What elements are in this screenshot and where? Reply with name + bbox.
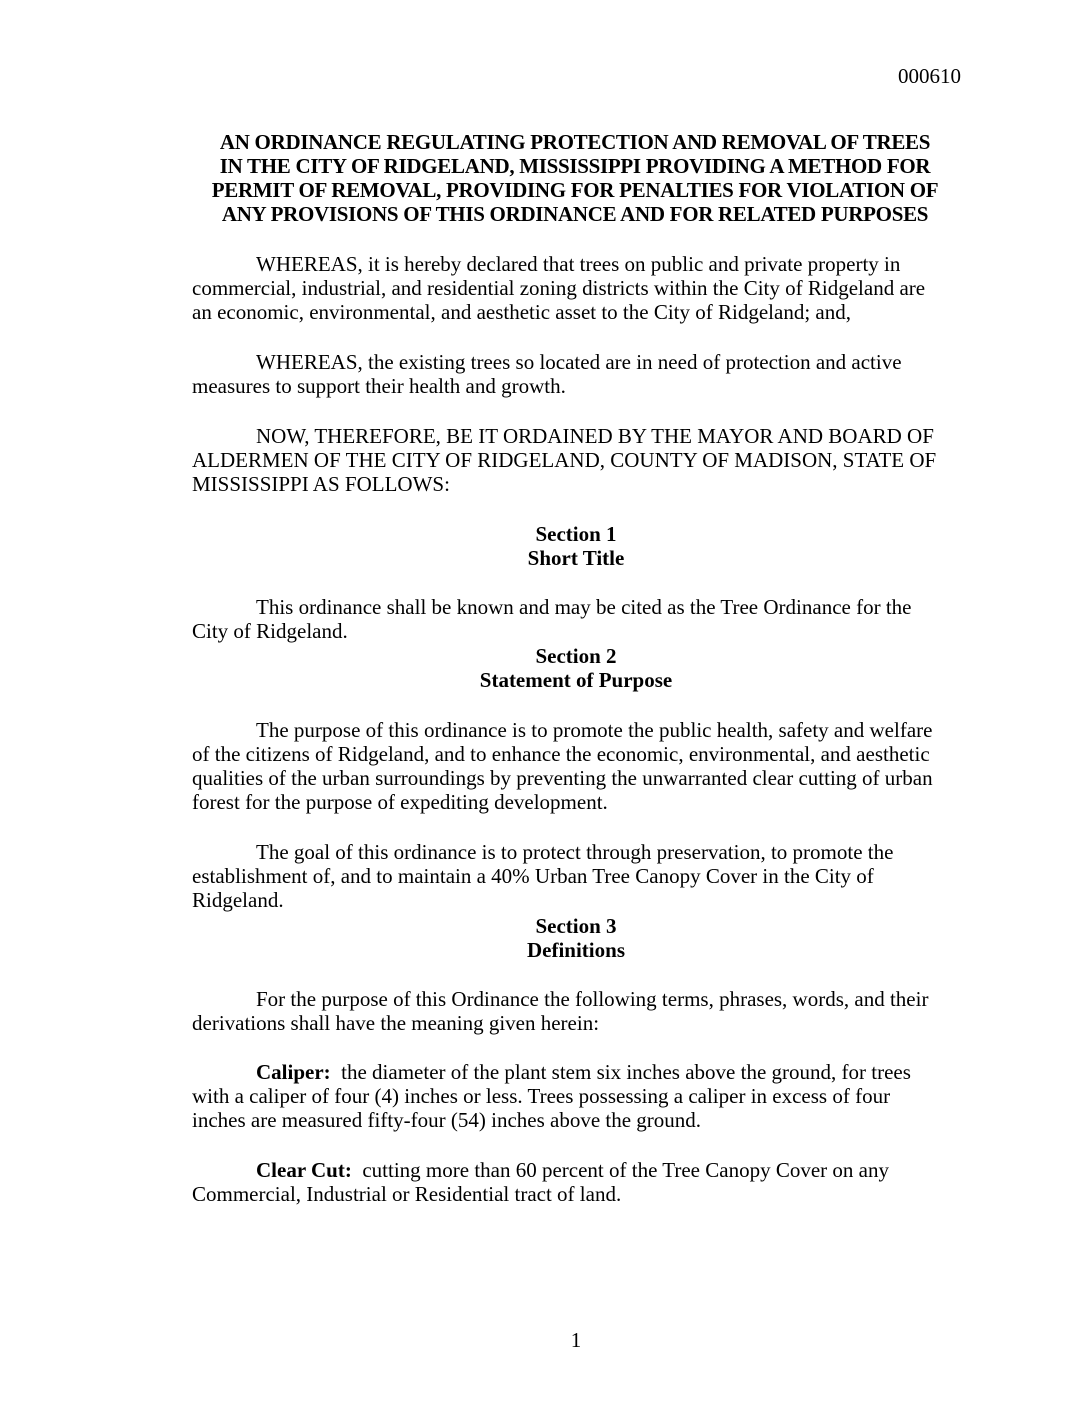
text-line: This ordinance shall be known and may be cited as the Tree Ordinance for the [256, 595, 912, 619]
definition-term: Caliper: [256, 1060, 331, 1084]
text-line: commercial, industrial, and residential zoning districts within the City of Ridgeland are [192, 276, 926, 300]
section-heading: Definitions [526, 938, 625, 962]
text-line: the diameter of the plant stem six inches above the ground, for trees [341, 1060, 911, 1084]
section-number: Section 2 [535, 644, 617, 668]
text-line: forest for the purpose of expediting development. [192, 790, 608, 814]
title-line: IN THE CITY OF RIDGELAND, MISSISSIPPI PROVIDING A METHOD FOR [219, 154, 931, 178]
text-line: WHEREAS, it is hereby declared that trees on public and private property in [256, 252, 901, 276]
title-line: AN ORDINANCE REGULATING PROTECTION AND REMOVAL OF TREES [219, 130, 931, 154]
title-line: ANY PROVISIONS OF THIS ORDINANCE AND FOR RELATED PURPOSES [221, 202, 929, 226]
text-line: with a caliper of four (4) inches or less. Trees possessing a caliper in excess of four [192, 1084, 891, 1108]
section-heading: Short Title [527, 546, 625, 570]
text-line: of the citizens of Ridgeland, and to enhance the economic, environmental, and aesthetic [192, 742, 930, 766]
section-number: Section 1 [535, 522, 617, 546]
section-number: Section 3 [535, 914, 617, 938]
title-line: PERMIT OF REMOVAL, PROVIDING FOR PENALTIES FOR VIOLATION OF [211, 178, 939, 202]
section-heading: Statement of Purpose [479, 668, 673, 692]
text-line: MISSISSIPPI AS FOLLOWS: [192, 472, 450, 496]
text-line: The purpose of this ordinance is to promote the public health, safety and welfare [256, 718, 933, 742]
text-line: cutting more than 60 percent of the Tree Canopy Cover on any [362, 1158, 889, 1182]
page-number: 1 [570, 1328, 582, 1352]
text-line: measures to support their health and growth. [192, 374, 566, 398]
text-line: derivations shall have the meaning given herein: [192, 1011, 600, 1035]
document-number: 000610 [898, 64, 961, 88]
text-line: ALDERMEN OF THE CITY OF RIDGELAND, COUNTY OF MADISON, STATE OF [192, 448, 937, 472]
definition-clear-cut [256, 1158, 889, 1182]
definition-term: Clear Cut: [256, 1158, 352, 1182]
text-line: establishment of, and to maintain a 40% Urban Tree Canopy Cover in the City of [192, 864, 874, 888]
text-line: The goal of this ordinance is to protect through preservation, to promote the [256, 840, 894, 864]
text-line: Ridgeland. [192, 888, 284, 912]
text-line: City of Ridgeland. [192, 619, 348, 643]
text-line: For the purpose of this Ordinance the following terms, phrases, words, and their [256, 987, 929, 1011]
text-line: qualities of the urban surroundings by preventing the unwarranted clear cutting of urban [192, 766, 933, 790]
text-line: NOW, THEREFORE, BE IT ORDAINED BY THE MAYOR AND BOARD OF [256, 424, 934, 448]
text-line: an economic, environmental, and aesthetic asset to the City of Ridgeland; and, [192, 300, 851, 324]
text-line: WHEREAS, the existing trees so located are in need of protection and active [256, 350, 902, 374]
text-line: Commercial, Industrial or Residential tract of land. [192, 1182, 622, 1206]
definition-caliper [256, 1060, 911, 1084]
text-line: inches are measured fifty-four (54) inches above the ground. [192, 1108, 702, 1132]
